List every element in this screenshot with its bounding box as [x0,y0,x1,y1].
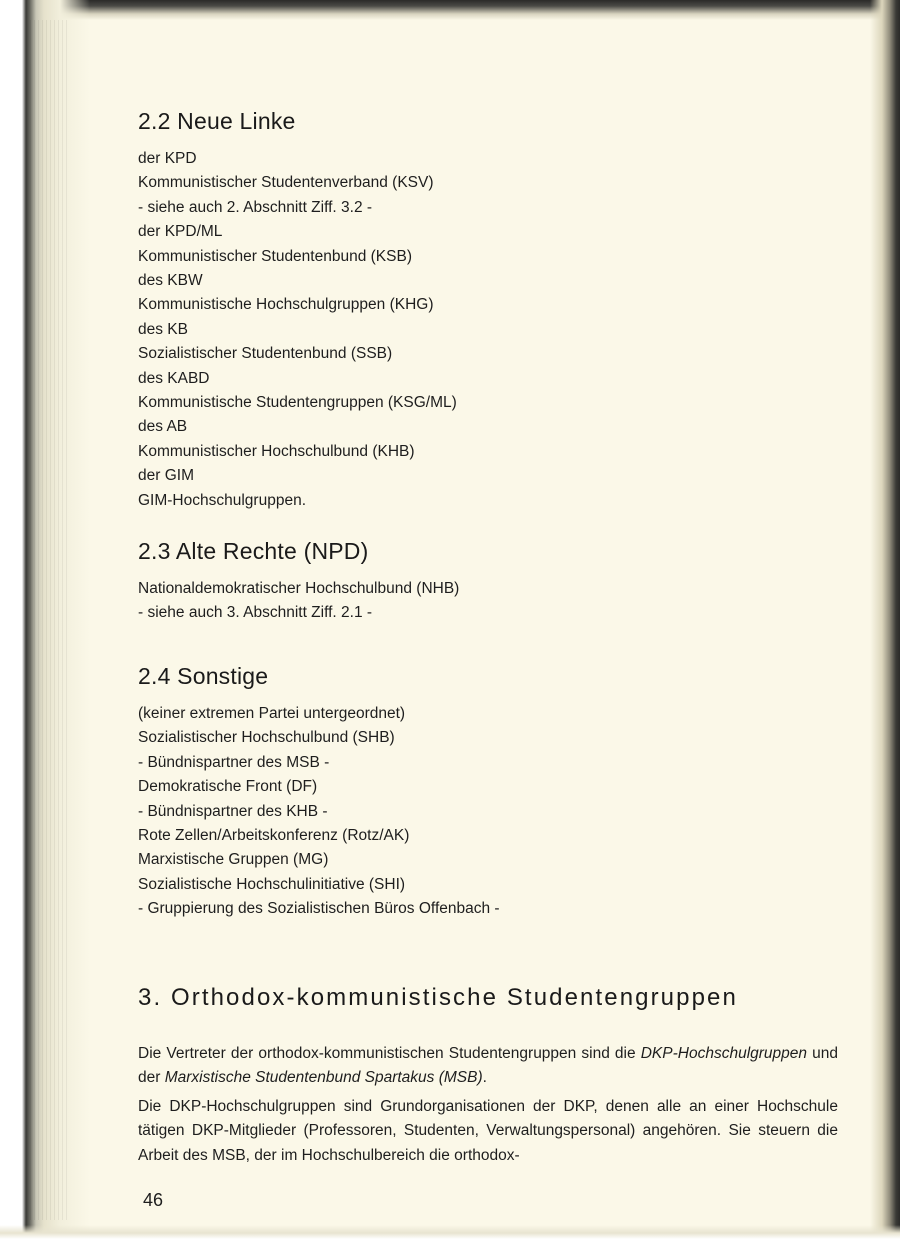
list-line: - siehe auch 2. Abschnitt Ziff. 3.2 - [138,198,373,216]
list-line: Kommunistischer Studentenbund (KSB) [138,247,412,265]
section-heading-neue-linke: 2.2 Neue Linke [138,108,296,134]
list-line: der GIM [138,467,194,485]
page-stack-lines [30,20,70,1220]
list-line: Sozialistische Hochschulinitiative (SHI) [138,875,406,893]
list-line: des KBW [138,272,203,290]
organization-list-alte-rechte [138,577,459,626]
list-line: Rote Zellen/Arbeitskonferenz (Rotz/AK) [138,827,410,845]
list-line: - Bündnispartner des MSB - [138,753,330,771]
list-line: der KPD [138,150,197,167]
section-heading-sonstige: 2.4 Sonstige [138,663,269,689]
list-line: Kommunistische Studentengruppen (KSG/ML) [138,394,457,412]
list-line: Marxistische Gruppen (MG) [138,851,329,869]
list-line: Sozialistischer Studentenbund (SSB) [138,345,393,363]
section-heading-alte-rechte: 2.3 Alte Rechte (NPD) [138,538,369,564]
list-line: Kommunistische Hochschulgruppen (KHG) [138,296,434,314]
organization-list-sonstige [138,702,500,922]
list-line: Demokratische Front (DF) [138,778,318,796]
list-line: GIM-Hochschulgruppen. [138,491,306,509]
chapter-orthodox-kommunistische [138,984,838,1172]
section-sonstige [138,663,500,922]
right-scan-edge [870,0,900,1239]
list-line: des KABD [138,369,210,387]
list-line: Kommunistischer Hochschulbund (KHB) [138,442,415,460]
list-line: - siehe auch 3. Abschnitt Ziff. 2.1 - [138,604,373,622]
organization-list-neue-linke [138,147,457,513]
chapter-heading: 3. Orthodox-kommunistische Studentengruppen [138,984,738,1011]
list-line: des AB [138,418,188,436]
paragraph-text: Die Vertreter der orthodox-kommunistischen Studentengruppen sind die [138,1045,641,1062]
chapter-paragraph-2: Die DKP-Hochschulgruppen sind Grundorganisationen der DKP, denen alle an einer Hochschule tätigen DKP-Mitglieder (Professoren, Studenten, Verwaltungspersonal) angehören. Sie steuern die Arbeit des MSB, der im Hochschulbereich die orthodox- [138,1097,838,1164]
paragraph-text: . [482,1069,487,1087]
list-line: (keiner extremen Partei untergeordnet) [138,705,406,722]
list-line: Nationaldemokratischer Hochschulbund (NHB) [138,580,460,597]
emphasis-msb: Marxistische Studentenbund Spartakus (MSB) [164,1069,483,1087]
list-line: des KB [138,320,188,338]
bottom-scan-edge [0,1225,900,1239]
page-number: 46 [143,1190,164,1210]
list-line: Kommunistischer Studentenverband (KSV) [138,174,434,192]
list-line: der KPD/ML [138,223,223,241]
list-line: - Gruppierung des Sozialistischen Büros Offenbach - [138,900,500,918]
emphasis-dkp-hochschulgruppen: DKP-Hochschulgruppen [640,1045,808,1062]
paragraph-text: und der [138,1045,838,1087]
section-alte-rechte [138,538,459,626]
list-line: Sozialistischer Hochschulbund (SHB) [138,729,395,747]
section-neue-linke [138,108,457,513]
list-line: - Bündnispartner des KHB - [138,802,328,820]
top-scan-edge [30,0,900,20]
chapter-paragraph-1 [138,1042,838,1091]
